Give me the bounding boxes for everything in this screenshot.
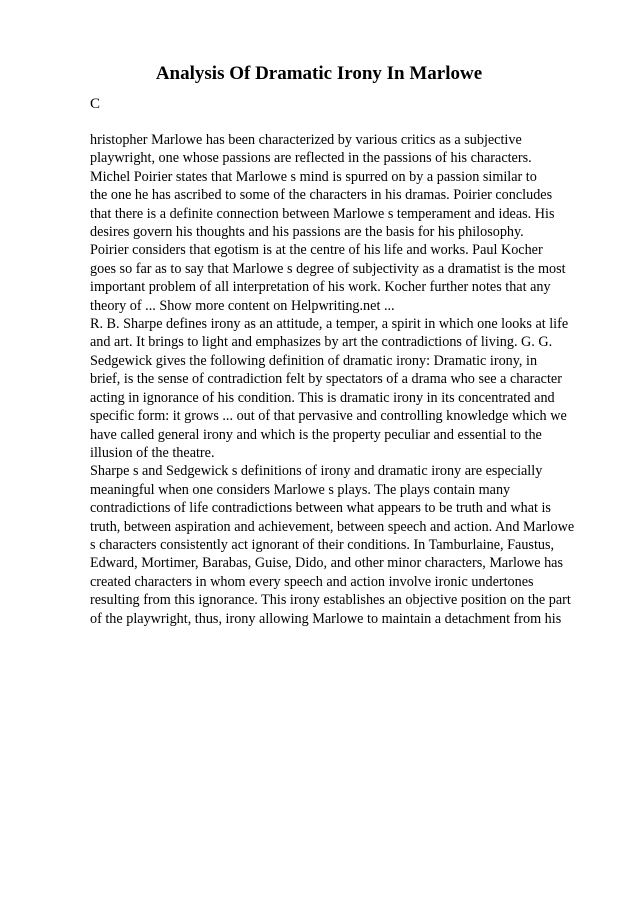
body-text-line: have called general irony and which is the property peculiar and essential to the xyxy=(90,426,542,443)
body-text-line: Sharpe s and Sedgewick s definitions of irony and dramatic irony are especially xyxy=(90,463,543,480)
body-text-line: important problem of all interpretation of his work. Kocher further notes that any xyxy=(90,279,551,296)
body-text-line: acting in ignorance of his condition. This is dramatic irony in its concentrated and xyxy=(90,389,555,406)
body-text-line: playwright, one whose passions are reflected in the passions of his characters. xyxy=(90,150,532,167)
body-text-line: brief, is the sense of contradiction felt by spectators of a drama who see a character xyxy=(90,371,562,388)
body-text-line: resulting from this ignorance. This irony establishes an objective position on the part xyxy=(90,592,571,609)
body-text-line: contradictions of life contradictions between what appears to be truth and what is xyxy=(90,500,551,517)
body-text-line: Sedgewick gives the following definition of dramatic irony: Dramatic irony, in xyxy=(90,352,538,369)
body-text-line: s characters consistently act ignorant of their conditions. In Tamburlaine, Faustus, xyxy=(90,536,555,553)
document-body xyxy=(90,131,620,628)
body-text-line: Edward, Mortimer, Barabas, Guise, Dido, and other minor characters, Marlowe has xyxy=(90,555,563,572)
body-text-line: specific form: it grows ... out of that pervasive and controlling knowledge which we xyxy=(90,408,567,425)
body-text-line: created characters in whom every speech and action involve ironic undertones xyxy=(90,573,534,590)
body-text-line: Michel Poirier states that Marlowe s mind is spurred on by a passion similar to xyxy=(90,168,537,185)
body-text-line: desires govern his thoughts and his passions are the basis for his philosophy. xyxy=(90,224,524,241)
body-text-line: and art. It brings to light and emphasizes by art the contradictions of living. G. G. xyxy=(90,334,553,351)
document-title: Analysis Of Dramatic Irony In Marlowe xyxy=(155,63,483,84)
body-text-line: hristopher Marlowe has been characterized by various critics as a subjective xyxy=(90,132,522,148)
body-text-line: the one he has ascribed to some of the characters in his dramas. Poirier concludes xyxy=(90,187,553,204)
body-text-line: meaningful when one considers Marlowe s plays. The plays contain many xyxy=(90,481,511,498)
body-text-line: that there is a definite connection between Marlowe s temperament and ideas. His xyxy=(90,205,555,222)
body-text-line: theory of ... Show more content on Helpwriting.net ... xyxy=(90,297,395,314)
body-text-line: Poirier considers that egotism is at the centre of his life and works. Paul Kocher xyxy=(90,242,543,259)
body-text-line: truth, between aspiration and achievement, between speech and action. And Marlowe xyxy=(90,518,575,535)
drop-letter: C xyxy=(90,96,101,112)
body-text-line: goes so far as to say that Marlowe s degree of subjectivity as a dramatist is the most xyxy=(90,260,566,277)
body-text-line: of the playwright, thus, irony allowing Marlowe to maintain a detachment from his xyxy=(90,610,562,627)
body-text-line: R. B. Sharpe defines irony as an attitude, a temper, a spirit in which one looks at life xyxy=(90,316,569,333)
body-text-line: illusion of the theatre. xyxy=(90,444,215,461)
